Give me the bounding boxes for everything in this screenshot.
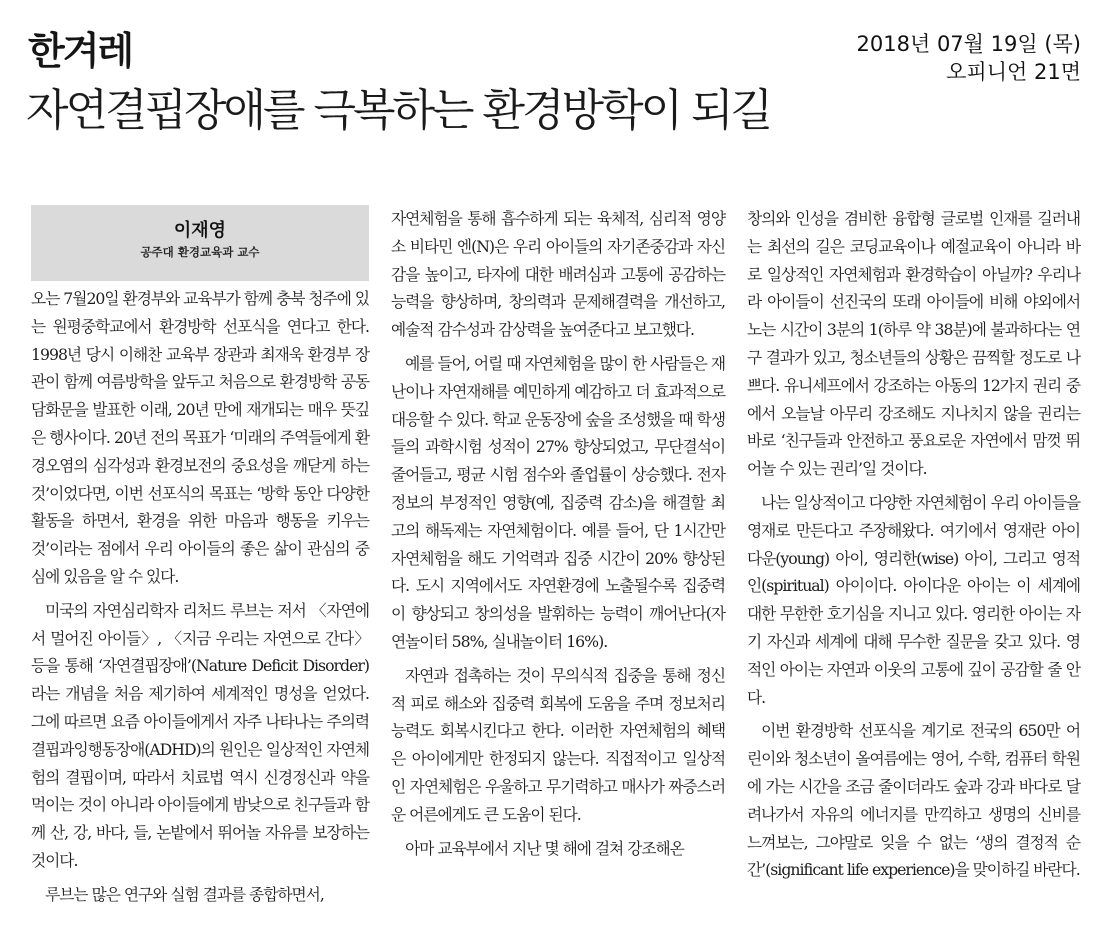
author-name: 이재영 <box>173 220 227 241</box>
paragraph: 오는 7월20일 환경부와 교육부가 함께 충북 청주에 있는 원평중학교에서 환경방학 선포식을 연다고 한다. 1998년 당시 이해찬 교육부 장관과 최재욱 환경부 장관이 함께 여름방학을 앞두고 처음으로 환경방학 공동 담화문을 발표한 이래, 20년 만에 재개되는 매우 뜻깊은 행사이다. 20년 전의 목표가 ‘미래의 주역들에게 환경오염의 심각성과 환경보전의 중요성을 깨닫게 하는 것’이었다면, 이번 선포식의 목표는 ‘방학 동안 다양한 활동을 하면서, 환경을 위한 마음과 행동을 키우는 것’이라는 점에서 우리 아이들의 좋은 삶이 관심의 중심에 있음을 알 수 있다. <box>31 289 369 586</box>
paragraph: 루브는 많은 연구와 실험 결과를 종합하면서, <box>45 884 324 904</box>
newspaper-logo: 한겨레 <box>28 29 133 73</box>
paragraph: 나는 일상적이고 다양한 자연체험이 우리 아이들을 영재로 만든다고 주장해왔다. 여기에서 영재란 아이다운(young) 아이, 영리한(wise) 아이, 그리고 영적인(spiritual) 아이이다. 아이다운 아이는 이 세계에 대한 무한한 호기심을 지니고 있다. 영리한 아이는 자기 자신과 세계에 대해 무수한 질문을 갖고 있다. 영적인 아이는 자연과 이웃의 고통에 깊이 공감할 줄 안다. <box>747 492 1080 707</box>
article-headline: 자연결핍장애를 극복하는 환경방학이 되길 <box>26 85 771 136</box>
paragraph: 자연과 접촉하는 것이 무의식적 집중을 통해 정신적 피로 해소와 집중력 회복에 도움을 주며 정보처리 능력도 회복시킨다고 한다. 이러한 자연체험의 혜택은 아이에게만 한정되지 않는다. 직접적이고 일상적인 자연체험은 우울하고 무기력하고 매사가 짜증스러운 어른에게도 큰 도움이 된다. <box>391 665 725 824</box>
byline-box <box>31 205 369 281</box>
paragraph: 자연체험을 통해 흡수하게 되는 육체적, 심리적 영양소 비타민 엔(N)은 우리 아이들의 자기존중감과 자신감을 높이고, 타자에 대한 배려심과 고통에 공감하는 능력을 향상하며, 창의력과 문제해결력을 개선하고, 예술적 감수성과 감상력을 높여준다고 보고했다. <box>391 209 725 340</box>
author-affiliation: 공주대 환경교육과 교수 <box>140 245 260 259</box>
paragraph: 창의와 인성을 겸비한 융합형 글로벌 인재를 길러내는 최선의 길은 코딩교육이나 예절교육이 아니라 바로 일상적인 자연체험과 환경학습이 아닐까? 우리나라 아이들이 선진국의 또래 아이들에 비해 야외에서 노는 시간이 3분의 1(하루 약 38분)에 불과하다는 연구 결과가 있고, 청소년들의 상황은 끔찍할 정도로 나쁘다. 유니세프에서 강조하는 아동의 12가지 권리 중에서 오늘날 아무리 강조해도 지나치지 않을 권리는 바로 ‘친구들과 안전하고 풍요로운 자연에서 맘껏 뛰어놀 수 있는 권리’일 것이다. <box>747 209 1080 479</box>
publication-date: 2018년 07월 19일 (목) <box>856 32 1081 56</box>
paragraph: 미국의 자연심리학자 리처드 루브는 저서 〈자연에서 멀어진 아이들〉, 〈지금 우리는 자연으로 간다〉 등을 통해 ‘자연결핍장애’(Nature Deficit Disorder)라는 개념을 처음 제기하여 세계적인 명성을 얻었다. 그에 따르면 요즘 아이들에게서 자주 나타나는 주의력결핍과잉행동장애(ADHD)의 원인은 일상적인 자연체험의 결핍이며, 따라서 치료법 역시 신경정신과 약을 먹이는 것이 아니라 아이들에게 밤낮으로 친구들과 함께 산, 강, 바다, 들, 논밭에서 뛰어놀 자유를 보장하는 것이다. <box>31 600 369 870</box>
paragraph: 예를 들어, 어릴 때 자연체험을 많이 한 사람들은 재난이나 자연재해를 예민하게 예감하고 더 효과적으로 대응할 수 있다. 학교 운동장에 숲을 조성했을 때 학생들의 과학시험 성적이 27% 향상되었고, 무단결석이 줄어들고, 평균 시험 점수와 졸업률이 상승했다. 전자정보의 부정적인 영향(예, 집중력 감소)을 해결할 최고의 해독제는 자연체험이다. 예를 들어, 단 1시간만 자연체험을 해도 기억력과 집중 시간이 20% 향상된다. 도시 지역에서도 자연환경에 노출될수록 집중력이 향상되고 창의성을 발휘하는 능력이 깨어난다(자연놀이터 58%, 실내놀이터 16%). <box>391 353 725 651</box>
section-page: 오피니언 21면 <box>946 60 1081 84</box>
article-column-2 <box>391 205 725 862</box>
article-column-3 <box>747 205 1080 884</box>
article-column-1 <box>31 205 369 909</box>
date-section-info <box>857 30 1081 86</box>
paragraph: 아마 교육부에서 지난 몇 해에 걸쳐 강조해온 <box>405 838 684 858</box>
paragraph: 이번 환경방학 선포식을 계기로 전국의 650만 어린이와 청소년이 올여름에는 영어, 수학, 컴퓨터 학원에 가는 시간을 조금 줄이더라도 숲과 강과 바다로 달려나가서 자유의 에너지를 만끽하고 생명의 신비를 느껴보는, 그야말로 잊을 수 없는 ‘생의 결정적 순간’(significant life experience)을 맞이하길 바란다. <box>747 721 1080 880</box>
